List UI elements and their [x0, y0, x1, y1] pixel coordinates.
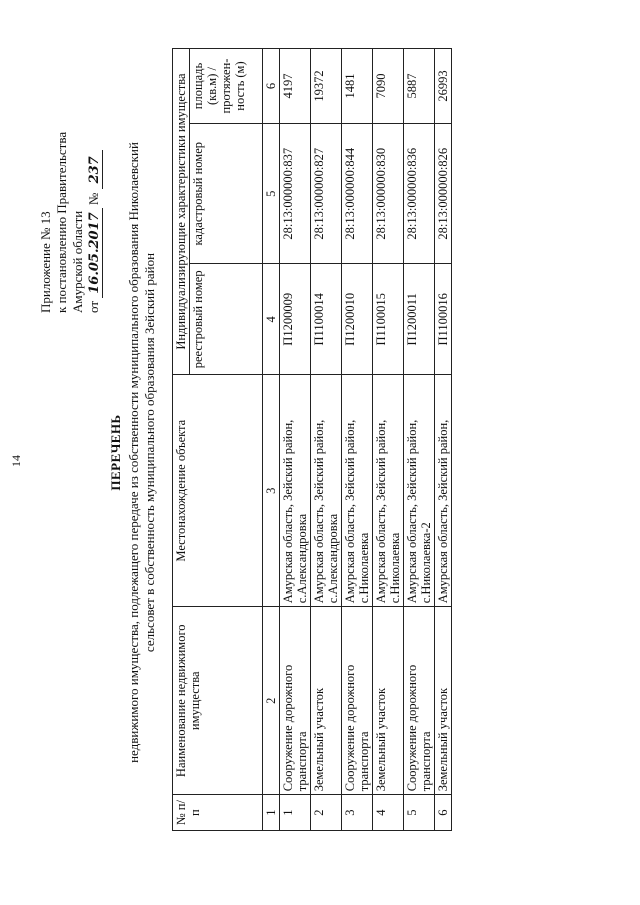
- column-number: 3: [263, 375, 280, 607]
- title-line-1: недвижимого имущества, подлежащего передаче из собственности муниципального образования Николаевский: [126, 142, 141, 763]
- row-location: Амурская область, Зейский район, с.Николаевка: [342, 375, 373, 607]
- title-line-2: сельсовет в собственность муниципального образования Зейский район: [142, 252, 157, 653]
- column-number: 4: [263, 264, 280, 375]
- row-location: Амурская область, Зейский район, с.Николаевка: [373, 375, 404, 607]
- header-num: № п/п: [173, 795, 263, 831]
- header-location: Местонахождение объекта: [173, 375, 263, 607]
- page-number: 14: [9, 455, 23, 467]
- row-registry: П1100016: [435, 264, 452, 375]
- row-location: Амурская область, Зейский район, с.Александровка: [311, 375, 342, 607]
- row-registry: П1100015: [373, 264, 404, 375]
- row-area: 26993: [435, 49, 452, 124]
- table-row: [280, 49, 311, 831]
- row-area: 1481: [342, 49, 373, 124]
- number-prefix: №: [86, 192, 101, 206]
- row-registry: П1200011: [404, 264, 435, 375]
- column-number: 5: [263, 124, 280, 264]
- document-title: [108, 60, 158, 845]
- appendix-line-1: Приложение № 13: [38, 211, 53, 313]
- row-num: 3: [342, 795, 373, 831]
- appendix-date-line: [86, 33, 103, 313]
- row-registry: П1200009: [280, 264, 311, 375]
- row-registry: П1100014: [311, 264, 342, 375]
- title-heading: ПЕРЕЧЕНЬ: [108, 414, 123, 491]
- column-number: 2: [263, 607, 280, 795]
- property-table: [172, 48, 452, 831]
- appendix-line-2: к постановлению Правительства: [54, 131, 69, 313]
- row-cadastral: 28:13:000000:837: [280, 124, 311, 264]
- table-row: [342, 49, 373, 831]
- table-row: [404, 49, 435, 831]
- row-area: 4197: [280, 49, 311, 124]
- column-number: 1: [263, 795, 280, 831]
- handwritten-date: 16.05.2017: [87, 208, 103, 297]
- row-num: 5: [404, 795, 435, 831]
- row-cadastral: 28:13:000000:826: [435, 124, 452, 264]
- column-number: 6: [263, 49, 280, 124]
- table-row: [373, 49, 404, 831]
- row-name: Земельный участок: [435, 607, 452, 795]
- row-num: 1: [280, 795, 311, 831]
- table-row: [311, 49, 342, 831]
- header-characteristics: Индивидуализирующие характеристики имущества: [173, 49, 190, 375]
- row-num: 2: [311, 795, 342, 831]
- row-cadastral: 28:13:000000:836: [404, 124, 435, 264]
- row-num: 4: [373, 795, 404, 831]
- header-area: площадь (кв.м) / протяжен-ность (м): [190, 49, 263, 124]
- row-registry: П1200010: [342, 264, 373, 375]
- row-name: Земельный участок: [311, 607, 342, 795]
- handwritten-number: 237: [87, 150, 103, 189]
- row-location: Амурская область, Зейский район, с.Николаевка-2: [404, 375, 435, 607]
- row-cadastral: 28:13:000000:844: [342, 124, 373, 264]
- row-cadastral: 28:13:000000:827: [311, 124, 342, 264]
- row-location: Амурская область, Зейский район, с.Александровка: [280, 375, 311, 607]
- row-name: Сооружение дорожного транспорта: [280, 607, 311, 795]
- appendix-block: [38, 33, 103, 313]
- row-area: 5887: [404, 49, 435, 124]
- date-prefix: от: [86, 300, 101, 313]
- row-num: 6: [435, 795, 452, 831]
- row-location: Амурская область, Зейский район,: [435, 375, 452, 607]
- header-registry: реестровый номер: [190, 264, 263, 375]
- table-row: [435, 49, 452, 831]
- header-name: Наименование недвижимого имущества: [173, 607, 263, 795]
- row-area: 19372: [311, 49, 342, 124]
- row-name: Сооружение дорожного транспорта: [404, 607, 435, 795]
- header-cadastral: кадастровый номер: [190, 124, 263, 264]
- column-number-row: [263, 49, 280, 831]
- appendix-line-3: Амурской области: [70, 210, 85, 313]
- row-name: Сооружение дорожного транспорта: [342, 607, 373, 795]
- row-name: Земельный участок: [373, 607, 404, 795]
- row-area: 7090: [373, 49, 404, 124]
- row-cadastral: 28:13:000000:830: [373, 124, 404, 264]
